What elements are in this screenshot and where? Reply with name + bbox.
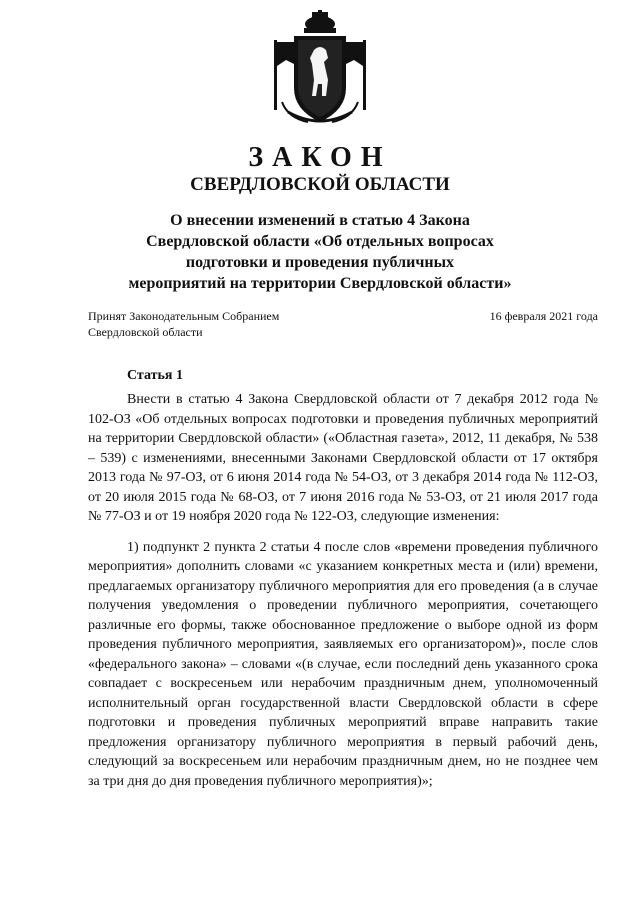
article-body [88,390,598,802]
subject-line: подготовки и проведения публичных [185,254,455,271]
region-title: СВЕРДЛОВСКОЙ ОБЛАСТИ [190,174,450,195]
document-type-title: ЗАКОН [248,142,392,173]
article-paragraph: 1) подпункт 2 пункта 2 статьи 4 после слов «времени проведения публичного мероприятия» дополнить словами «с указанием конкретных места и (или) времени, предлагаемых организатору публичного мероприятия для его проведения (а в случае получения уведомления о проведении публичного мероприятия, сочетающего различные его формы, также обоснованное предложение о выборе одной из форм проведения публичного мероприятия, заявляемых его организатором)», после слов «федерального закона» – словами «(в случае, если последний день указанного срока совпадает с воскресеньем или нерабочим праздничным днем, уполномоченный исполнительный орган государственной власти Свердловской области в сфере подготовки и проведения публичных мероприятий вправе направить такие предложения организатору публичного мероприятия в первый рабочий день, следующий за воскресеньем или нерабочим праздничным днем, но не позднее чем за три дня до дня проведения публичного мероприятия)»; [88,539,598,789]
adoption-date: 16 февраля 2021 года [489,309,598,323]
subject-line: О внесении изменений в статью 4 Закона [170,212,470,229]
article-heading: Статья 1 [127,368,183,383]
article-paragraph: Внести в статью 4 Закона Свердловской области от 7 декабря 2012 года № 102-ОЗ «Об отдельных вопросах подготовки и проведения публичных мероприятий на территории Свердловской области» («Областная газета», 2012, 11 декабря, № 538 – 539) с изменениями, внесенными Законами Свердловской области от 17 октября 2013 года № 97-ОЗ, от 6 июня 2014 года № 54-ОЗ, от 3 декабря 2014 года № 112-ОЗ, от 20 июля 2015 года № 68-ОЗ, от 7 июня 2016 года № 53-ОЗ, от 21 июля 2017 года № 77-ОЗ и от 19 ноября 2020 года № 122-ОЗ, следующие изменения: [88,392,598,524]
coat-of-arms-icon [268,10,372,128]
law-subject-title [0,210,640,294]
adoption-line: Принят Законодательным Собранием [88,309,280,323]
adoption-line: Свердловской области [88,325,203,339]
subject-line: мероприятий на территории Свердловской области» [128,275,512,292]
subject-line: Свердловской области «Об отдельных вопросах [146,233,494,250]
adoption-info [88,308,279,340]
